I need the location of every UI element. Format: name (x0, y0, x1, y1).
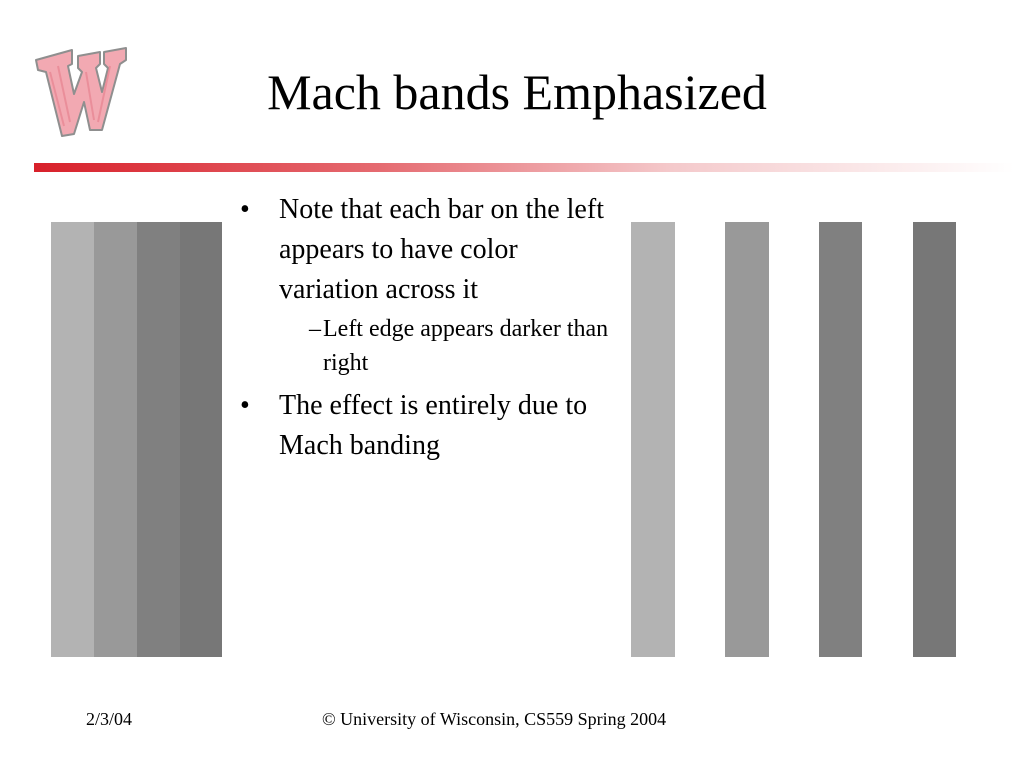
right-bar-3 (819, 222, 862, 657)
left-bar-4 (180, 222, 222, 657)
footer-date: 2/3/04 (86, 709, 133, 729)
sub-bullet-item (239, 312, 620, 380)
title-divider (34, 163, 1014, 172)
bullet-item (240, 190, 620, 310)
bullet-list (240, 190, 620, 466)
bullet-item (240, 386, 620, 466)
right-bar-2 (725, 222, 769, 657)
left-bar-1 (51, 222, 94, 657)
sub-bullet-container (240, 312, 620, 380)
right-bar-1 (631, 222, 675, 657)
bullet-text: Note that each bar on the left appears to have color variation across it (279, 194, 604, 305)
slide-title: Mach bands Emphasized (267, 64, 767, 120)
footer-copyright: © University of Wisconsin, CS559 Spring 2004 (322, 709, 667, 729)
bullet-dot: • (240, 390, 250, 421)
sub-bullet-dash: – (309, 316, 321, 342)
left-bar-3 (137, 222, 180, 657)
bullet-text: The effect is entirely due to Mach banding (279, 390, 588, 461)
right-bar-4 (913, 222, 956, 657)
left-bar-2 (94, 222, 137, 657)
sub-bullet-text: Left edge appears darker than right (323, 316, 609, 376)
bullet-dot: • (240, 194, 250, 225)
